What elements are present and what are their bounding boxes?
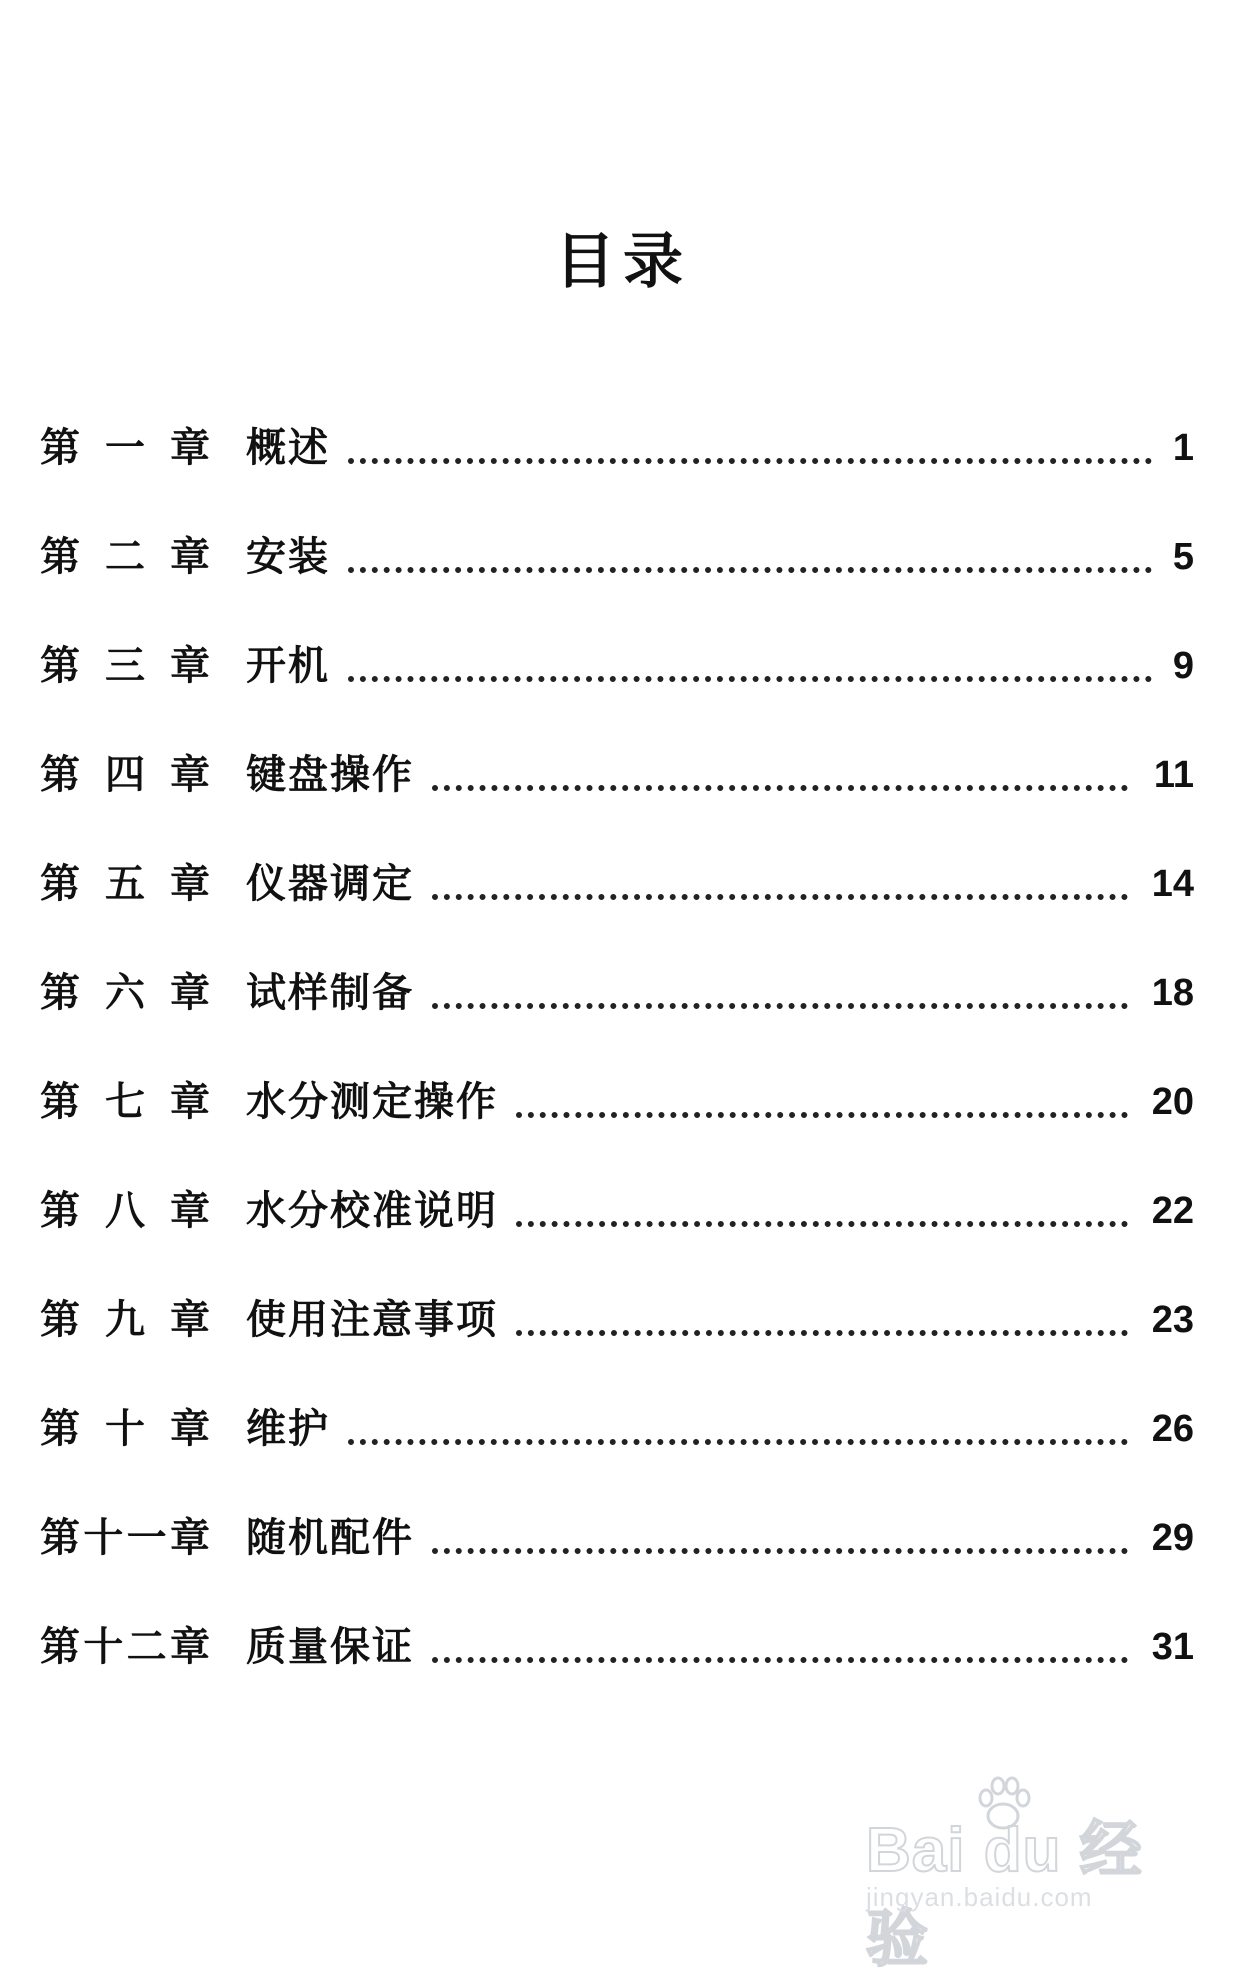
chapter-char: 十	[83, 1624, 124, 1670]
dot-leader	[348, 452, 1152, 464]
page-number: 23	[1151, 1299, 1194, 1341]
chapter-char: 章	[170, 1297, 210, 1343]
chapter-char: 第	[40, 1406, 80, 1452]
toc-entry-title: 安装	[246, 534, 330, 580]
chapter-char: 第	[40, 970, 80, 1016]
chapter-char: 一	[105, 425, 145, 471]
toc-entry-title: 键盘操作	[246, 752, 414, 798]
toc-row	[0, 1183, 1246, 1292]
chapter-char: 第	[40, 1188, 80, 1234]
chapter-char: 八	[105, 1188, 145, 1234]
toc-entry-title: 质量保证	[246, 1624, 414, 1670]
chapter-char: 章	[170, 861, 210, 907]
dot-leader	[348, 561, 1152, 573]
chapter-char: 二	[126, 1624, 167, 1670]
toc-row	[0, 1510, 1246, 1619]
toc-row	[0, 856, 1246, 965]
dot-leader	[432, 779, 1128, 791]
chapter-char: 九	[105, 1297, 145, 1343]
chapter-number	[40, 642, 210, 690]
dot-leader	[432, 1542, 1128, 1554]
chapter-char: 第	[40, 534, 80, 580]
page-number: 20	[1151, 1081, 1194, 1123]
chapter-number	[40, 1623, 210, 1671]
chapter-char: 第	[40, 643, 80, 689]
chapter-char: 十	[105, 1406, 145, 1452]
chapter-char: 章	[169, 1624, 210, 1670]
toc-list	[0, 420, 1246, 1728]
dot-leader	[516, 1215, 1128, 1227]
chapter-number	[40, 533, 210, 581]
page-title: 目录	[555, 227, 691, 297]
page-number: 14	[1151, 863, 1194, 905]
toc-entry-title: 试样制备	[246, 970, 414, 1016]
chapter-char: 章	[170, 425, 210, 471]
toc-entry-title: 水分校准说明	[246, 1188, 498, 1234]
dot-leader	[516, 1106, 1128, 1118]
chapter-char: 第	[40, 1515, 80, 1561]
watermark-url: jingyan.baidu.com	[866, 1882, 1093, 1912]
toc-row	[0, 1401, 1246, 1510]
page-number: 26	[1151, 1408, 1194, 1450]
toc-entry-title: 使用注意事项	[246, 1297, 498, 1343]
chapter-char: 六	[105, 970, 145, 1016]
chapter-char: 二	[105, 534, 145, 580]
chapter-char: 章	[170, 1188, 210, 1234]
toc-row	[0, 747, 1246, 856]
toc-row	[0, 1292, 1246, 1401]
chapter-char: 章	[170, 1406, 210, 1452]
toc-entry-title: 概述	[246, 425, 330, 471]
dot-leader	[432, 1651, 1128, 1663]
toc-row	[0, 420, 1246, 529]
toc-row	[0, 638, 1246, 747]
chapter-char: 第	[40, 1624, 80, 1670]
toc-row	[0, 965, 1246, 1074]
page-number: 18	[1151, 972, 1194, 1014]
chapter-number	[40, 1296, 210, 1344]
toc-entry-title: 开机	[246, 643, 330, 689]
chapter-char: 五	[105, 861, 145, 907]
chapter-char: 第	[40, 1297, 80, 1343]
chapter-char: 第	[40, 752, 80, 798]
dot-leader	[432, 997, 1128, 1009]
chapter-char: 第	[40, 1079, 80, 1125]
toc-row	[0, 529, 1246, 638]
toc-entry-title: 维护	[246, 1406, 330, 1452]
page-number: 9	[1172, 645, 1194, 687]
chapter-char: 章	[169, 1515, 210, 1561]
chapter-char: 章	[170, 970, 210, 1016]
chapter-char: 十	[83, 1515, 124, 1561]
chapter-number	[40, 969, 210, 1017]
chapter-char: 四	[105, 752, 145, 798]
dot-leader	[348, 1433, 1128, 1445]
page-number: 1	[1172, 427, 1194, 469]
page-number: 22	[1151, 1190, 1194, 1232]
page-number: 5	[1172, 536, 1194, 578]
page-number: 31	[1151, 1626, 1194, 1668]
chapter-char: 章	[170, 752, 210, 798]
dot-leader	[432, 888, 1128, 900]
chapter-char: 章	[170, 1079, 210, 1125]
paw-icon	[968, 1770, 1038, 1840]
baidu-jingyan-watermark	[866, 1770, 1166, 1974]
dot-leader	[516, 1324, 1128, 1336]
page-number: 29	[1151, 1517, 1194, 1559]
chapter-number	[40, 1405, 210, 1453]
chapter-number	[40, 1078, 210, 1126]
toc-row	[0, 1074, 1246, 1183]
chapter-number	[40, 751, 210, 799]
chapter-number	[40, 860, 210, 908]
toc-entry-title: 随机配件	[246, 1515, 414, 1561]
chapter-number	[40, 424, 210, 472]
chapter-char: 第	[40, 425, 80, 471]
chapter-char: 第	[40, 861, 80, 907]
chapter-char: 章	[170, 643, 210, 689]
toc-entry-title: 仪器调定	[246, 861, 414, 907]
chapter-char: 七	[105, 1079, 145, 1125]
toc-entry-title: 水分测定操作	[246, 1079, 498, 1125]
toc-row	[0, 1619, 1246, 1728]
page-number: 11	[1153, 754, 1194, 796]
chapter-number	[40, 1187, 210, 1235]
chapter-number	[40, 1514, 210, 1562]
chapter-char: 三	[105, 643, 145, 689]
dot-leader	[348, 670, 1152, 682]
chapter-char: 一	[126, 1515, 167, 1561]
chapter-char: 章	[170, 534, 210, 580]
watermark-brand: Bai du 经验	[866, 1816, 1143, 1974]
